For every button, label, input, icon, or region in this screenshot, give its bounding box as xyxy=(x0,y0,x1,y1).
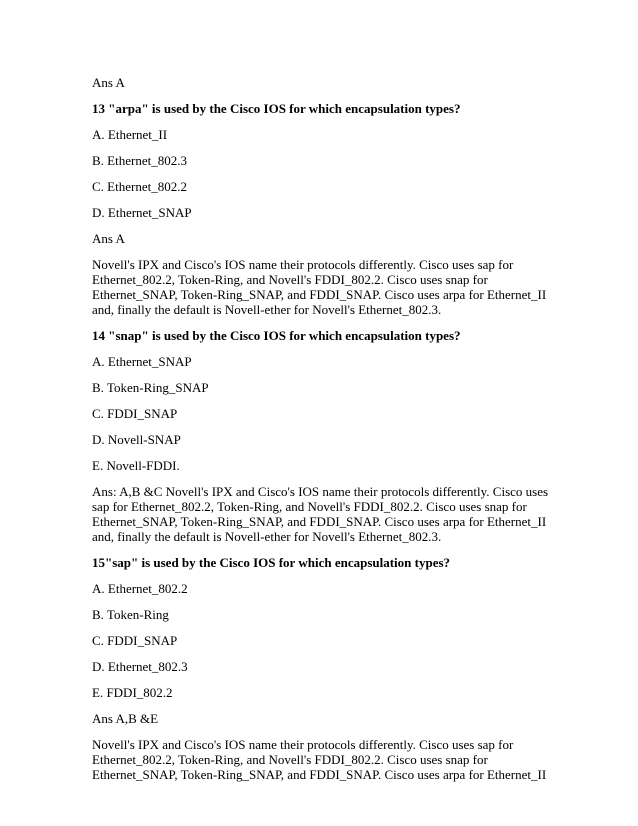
question-14: 14 "snap" is used by the Cisco IOS for which encapsulation types? xyxy=(92,328,461,343)
explanation-line: Ethernet_802.2, Token-Ring, and Novell's FDDI_802.2. Cisco uses snap for xyxy=(92,752,488,767)
explanation-line: Ethernet_SNAP, Token-Ring_SNAP, and FDDI_SNAP. Cisco uses arpa for Ethernet_II xyxy=(92,287,547,302)
answer-line: Ans A,B &E xyxy=(92,711,159,726)
explanation-line: Novell's IPX and Cisco's IOS name their protocols differently. Cisco uses sap for xyxy=(92,737,514,752)
question-13: 13 "arpa" is used by the Cisco IOS for which encapsulation types? xyxy=(92,101,461,116)
option-d: D. Novell-SNAP xyxy=(92,432,181,447)
option-a: A. Ethernet_SNAP xyxy=(92,354,192,369)
explanation-line: Ethernet_802.2, Token-Ring, and Novell's FDDI_802.2. Cisco uses snap for xyxy=(92,272,488,287)
option-c: C. FDDI_SNAP xyxy=(92,406,178,421)
explanation-line: sap for Ethernet_802.2, Token-Ring, and Novell's FDDI_802.2. Cisco uses snap for xyxy=(92,499,527,514)
explanation-line: Novell's IPX and Cisco's IOS name their protocols differently. Cisco uses sap for xyxy=(92,257,514,272)
option-d: D. Ethernet_SNAP xyxy=(92,205,192,220)
explanation-line: and, finally the default is Novell-ether for Novell's Ethernet_802.3. xyxy=(92,302,442,317)
document-page xyxy=(92,75,549,793)
option-d: D. Ethernet_802.3 xyxy=(92,659,188,674)
option-c: C. Ethernet_802.2 xyxy=(92,179,187,194)
explanation-paragraph xyxy=(92,484,549,544)
option-a: A. Ethernet_802.2 xyxy=(92,581,188,596)
option-e: E. Novell-FDDI. xyxy=(92,458,180,473)
option-a: A. Ethernet_II xyxy=(92,127,168,142)
explanation-line: Ans: A,B &C Novell's IPX and Cisco's IOS name their protocols differently. Cisco uses xyxy=(92,484,549,499)
option-b: B. Token-Ring xyxy=(92,607,169,622)
explanation-line: Ethernet_SNAP, Token-Ring_SNAP, and FDDI_SNAP. Cisco uses arpa for Ethernet_II xyxy=(92,514,547,529)
explanation-line: Ethernet_SNAP, Token-Ring_SNAP, and FDDI_SNAP. Cisco uses arpa for Ethernet_II xyxy=(92,767,547,782)
option-b: B. Ethernet_802.3 xyxy=(92,153,187,168)
explanation-paragraph xyxy=(92,737,547,782)
option-e: E. FDDI_802.2 xyxy=(92,685,173,700)
explanation-paragraph xyxy=(92,257,547,317)
option-c: C. FDDI_SNAP xyxy=(92,633,178,648)
question-15: 15"sap" is used by the Cisco IOS for which encapsulation types? xyxy=(92,555,451,570)
answer-line: Ans A xyxy=(92,75,125,90)
answer-line: Ans A xyxy=(92,231,125,246)
explanation-line: and, finally the default is Novell-ether for Novell's Ethernet_802.3. xyxy=(92,529,442,544)
option-b: B. Token-Ring_SNAP xyxy=(92,380,209,395)
